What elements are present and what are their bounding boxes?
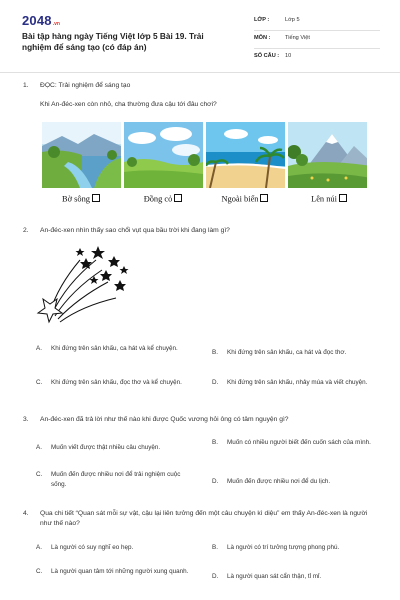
site-logo[interactable] xyxy=(22,13,60,27)
meta-value: Tiếng Việt xyxy=(285,35,310,41)
meta-label: MÔN : xyxy=(254,35,271,41)
meta-label: LỚP : xyxy=(254,17,270,23)
question-text: Qua chi tiết “Quan sát mỗi sự vật, cậu lại liên tưởng đến một câu chuyện kì diệu” em thấy An-đéc-xen là người như thế nào? xyxy=(40,510,368,527)
document-title: Bài tập hàng ngày Tiếng Việt lớp 5 Bài 19. Trải nghiệm để sáng tạo (có đáp án) xyxy=(22,31,204,52)
question-1-prompt: Khi An-đéc-xen còn nhỏ, cha thường đưa cậu tới đâu chơi? xyxy=(40,101,217,108)
checkbox[interactable] xyxy=(92,194,100,202)
question-text: An-đéc-xen nhìn thấy sao chổi vụt qua bầu trời khi đang làm gì? xyxy=(40,227,230,234)
meadow-icon xyxy=(124,122,203,188)
question-number: 1. xyxy=(23,82,29,89)
sea-icon xyxy=(206,122,285,188)
choice-label-sea[interactable]: Ngoài biển xyxy=(204,194,286,204)
question-number: 3. xyxy=(23,416,29,423)
checkbox[interactable] xyxy=(339,194,347,202)
picture-choices xyxy=(42,122,372,208)
meta-label: SỐ CÂU : xyxy=(254,53,280,59)
meta-value: 10 xyxy=(285,53,292,59)
checkbox[interactable] xyxy=(260,194,268,202)
question-number: 2. xyxy=(23,227,29,234)
logo-domain: .vn xyxy=(52,21,60,27)
question-text: An-đéc-xen đã trả lời như thế nào khi được Quốc vương hỏi ông có tâm nguyện gì? xyxy=(40,416,289,423)
choice-label-river[interactable]: Bờ sông xyxy=(40,194,122,204)
meta-row-subject xyxy=(254,31,380,49)
river-icon xyxy=(42,122,121,188)
mountain-icon xyxy=(288,122,367,188)
worksheet-header xyxy=(0,0,400,73)
shooting-star-icon xyxy=(36,240,132,332)
meta-table xyxy=(254,13,380,66)
meta-row-count xyxy=(254,49,380,66)
logo-text: 2048 xyxy=(22,13,52,28)
worksheet-page: 2048 .vn Bài tập hàng ngày Tiếng Việt lớp 5 Bài 19. Trải nghiệm để sáng tạo (có đáp án) LỚP : Lớp 5 MÔN : Tiếng Việt SỐ CÂU : 10 1. ĐỌC: Trải nghiệm để sáng tạo Khi An-đéc-xen còn nhỏ, cha thường đưa cậu tới đâu chơi? Bờ sông Đồng cỏ Ngoài biển Lên núi 2. An-đéc-xen nhìn thấy sao chổi vụt qua bầu trời khi đang làm gì? A. Khi đứng trên sân khấu, ca hát và kể chuyện. B. Khi đứng trên sân khấu, ca hát và đọc thơ. C. Khi đứng trên sân khấu, đọc thơ và kể chuyện. D. Khi đứng trên sân khấu, nhảy múa và viết chuyện. 3. An-đéc-xen đã trả lời như thế nào khi được Quốc vương hỏi ông có tâm nguyện gì? A. Muốn viết được thật nhiều câu chuyện. B. Muốn có nhiều người biết đến cuốn sách của mình. C. Muốn đến được nhiều nơi để trải nghiệm cuộc sống. D. Muốn đến được nhiều nơi để du lịch. 4. Qua chi tiết “Quan sát mỗi sự vật, cậu lại liên tưởng đến một câu chuyện kì diệu” em thấy An-đéc-xen là người như thế nào? A. Là người có suy nghĩ eo hẹp. B. Là người có trí tưởng tượng phong phú. C. Là người quan tâm tới những người xung quanh. D. Là người quan sát cẩn thận, tỉ mỉ. xyxy=(0,0,400,600)
meta-row-grade xyxy=(254,13,380,31)
question-number: 4. xyxy=(23,510,29,517)
checkbox[interactable] xyxy=(174,194,182,202)
meta-value: Lớp 5 xyxy=(285,17,300,23)
choice-label-meadow[interactable]: Đồng cỏ xyxy=(122,194,204,204)
question-text: ĐỌC: Trải nghiệm để sáng tạo xyxy=(40,82,131,89)
choice-label-mountain[interactable]: Lên núi xyxy=(288,194,370,204)
